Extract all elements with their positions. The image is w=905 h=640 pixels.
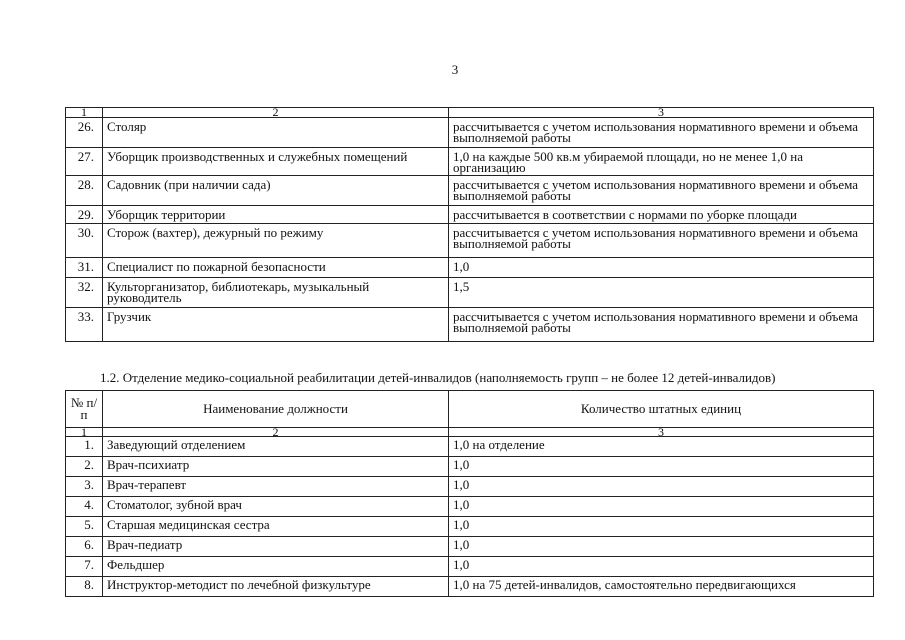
table-row <box>66 577 874 597</box>
row-number: 2. <box>66 457 103 477</box>
staff-units: 1,0 <box>449 557 874 577</box>
row-number: 27. <box>66 148 103 176</box>
position-name: Врач-психиатр <box>103 457 449 477</box>
table-row <box>66 437 874 457</box>
staff-units: 1,0 <box>449 477 874 497</box>
position-name: Стоматолог, зубной врач <box>103 497 449 517</box>
column-number-row <box>66 108 874 118</box>
position-name: Сторож (вахтер), дежурный по режиму <box>103 224 449 258</box>
table-row <box>66 148 874 176</box>
staff-units: рассчитывается с учетом использования нормативного времени и объема выполняемой работы <box>449 176 874 206</box>
header-number: № п/п <box>66 391 103 428</box>
staff-units: рассчитывается в соответствии с нормами по уборке площади <box>449 206 874 224</box>
row-number: 31. <box>66 258 103 278</box>
table-row <box>66 258 874 278</box>
staff-table-continued <box>65 107 874 342</box>
position-name: Старшая медицинская сестра <box>103 517 449 537</box>
position-name: Культорганизатор, библиотекарь, музыкальный руководитель <box>103 278 449 308</box>
table-row <box>66 537 874 557</box>
table-row <box>66 224 874 258</box>
staff-units: 1,0 <box>449 537 874 557</box>
staff-units: рассчитывается с учетом использования нормативного времени и объема выполняемой работы <box>449 224 874 258</box>
header-position-name: Наименование должности <box>103 391 449 428</box>
staff-units: 1,0 <box>449 258 874 278</box>
table-row <box>66 497 874 517</box>
table-row <box>66 308 874 342</box>
position-name: Уборщик производственных и служебных помещений <box>103 148 449 176</box>
table-row <box>66 557 874 577</box>
position-name: Специалист по пожарной безопасности <box>103 258 449 278</box>
table-row <box>66 457 874 477</box>
rehabilitation-staff-table <box>65 390 874 597</box>
column-number: 1 <box>66 108 103 118</box>
staff-units: рассчитывается с учетом использования нормативного времени и объема выполняемой работы <box>449 118 874 148</box>
section-heading: 1.2. Отделение медико-социальной реабилитации детей-инвалидов (наполняемость групп – не более 12 детей-инвалидов) <box>100 370 776 385</box>
row-number: 7. <box>66 557 103 577</box>
position-name: Врач-терапевт <box>103 477 449 497</box>
row-number: 6. <box>66 537 103 557</box>
position-name: Фельдшер <box>103 557 449 577</box>
table-header-row <box>66 391 874 428</box>
position-name: Врач-педиатр <box>103 537 449 557</box>
staff-units: 1,0 на каждые 500 кв.м убираемой площади, но не менее 1,0 на организацию <box>449 148 874 176</box>
column-number: 1 <box>66 428 103 437</box>
table-row <box>66 477 874 497</box>
position-name: Садовник (при наличии сада) <box>103 176 449 206</box>
row-number: 26. <box>66 118 103 148</box>
staff-units: 1,0 на 75 детей-инвалидов, самостоятельно передвигающихся <box>449 577 874 597</box>
row-number: 28. <box>66 176 103 206</box>
column-number: 3 <box>449 108 874 118</box>
column-number: 2 <box>103 428 449 437</box>
page-number: 3 <box>451 62 459 77</box>
row-number: 5. <box>66 517 103 537</box>
row-number: 32. <box>66 278 103 308</box>
position-name: Заведующий отделением <box>103 437 449 457</box>
staff-units: 1,0 <box>449 457 874 477</box>
staff-units: 1,0 <box>449 517 874 537</box>
table-row <box>66 118 874 148</box>
column-number: 3 <box>449 428 874 437</box>
position-name: Уборщик территории <box>103 206 449 224</box>
row-number: 33. <box>66 308 103 342</box>
table-row <box>66 278 874 308</box>
row-number: 1. <box>66 437 103 457</box>
staff-units: 1,0 на отделение <box>449 437 874 457</box>
position-name: Столяр <box>103 118 449 148</box>
staff-units: 1,5 <box>449 278 874 308</box>
position-name: Грузчик <box>103 308 449 342</box>
table-row <box>66 206 874 224</box>
table-row <box>66 517 874 537</box>
table-row <box>66 176 874 206</box>
header-staff-units: Количество штатных единиц <box>449 391 874 428</box>
staff-units: 1,0 <box>449 497 874 517</box>
column-number-row <box>66 428 874 437</box>
row-number: 3. <box>66 477 103 497</box>
row-number: 4. <box>66 497 103 517</box>
staff-units: рассчитывается с учетом использования нормативного времени и объема выполняемой работы <box>449 308 874 342</box>
position-name: Инструктор-методист по лечебной физкультуре <box>103 577 449 597</box>
row-number: 30. <box>66 224 103 258</box>
row-number: 29. <box>66 206 103 224</box>
row-number: 8. <box>66 577 103 597</box>
column-number: 2 <box>103 108 449 118</box>
